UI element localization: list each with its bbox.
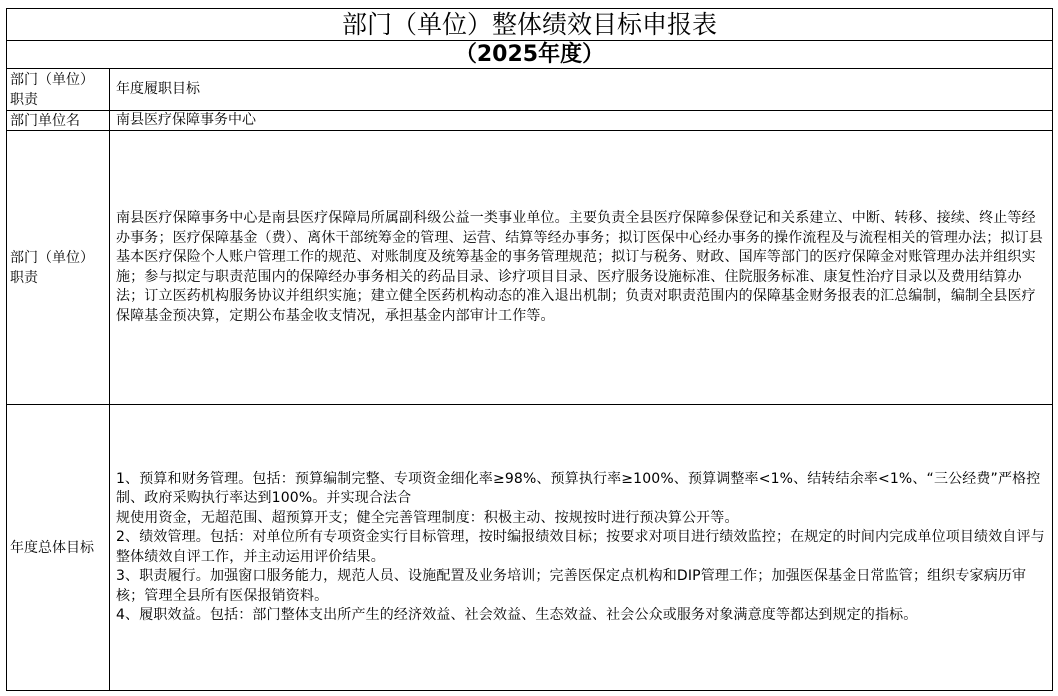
duty-row [7,131,1052,405]
goal-item: 2、绩效管理。包括：对单位所有专项资金实行目标管理，按时编报绩效目标；按要求对项目进行绩效监控；在规定的时间内完成单位项目绩效自评与整体绩效自评工作，并主动运用评价结果。 [116,529,1045,565]
annual-goal-label: 年度总体目标 [7,405,110,690]
duty-cell [110,131,1052,404]
goal-item: 3、职责履行。加强窗口服务能力，规范人员、设施配置及业务培训；完善医保定点机构和DIP管理工作；加强医保基金日常监管；组织专家病历审核；管理全县所有医保报销资料。 [116,568,1027,604]
table-title-text: 部门（单位）整体绩效目标申报表 [341,10,717,39]
annual-goal-row [7,405,1052,690]
performance-goal-table [6,8,1053,691]
duty-header-value: 年度履职目标 [116,81,200,97]
duty-header-label: 部门（单位）职责 [7,69,110,110]
table-subtitle-text: （2025年度） [454,42,605,67]
goal-item: 4、履职效益。包括：部门整体支出所产生的经济效益、社会效益、生态效益、社会公众或服务对象满意度等都达到规定的指标。 [116,607,918,623]
table-title [7,9,1052,41]
annual-goal-list [116,470,1049,626]
goal-item: 1、预算和财务管理。包括：预算编制完整、专项资金细化率≥98%、预算执行率≥100%、预算调整率<1%、结转结余率<1%、“三公经费”严格控制、政府采购执行率达到100%。并实现合法合 [116,470,1041,506]
unit-name-value: 南县医疗保障事务中心 [116,112,256,128]
annual-goal-cell [110,405,1052,690]
unit-name-label: 部门单位名 [7,111,110,130]
duty-text: 南县医疗保障事务中心是南县医疗保障局所属副科级公益一类事业单位。主要负责全县医疗保障参保登记和关系建立、中断、转移、接续、终止等经办事务；医疗保障基金（费）、离休干部统筹金的管理、运营、结算等经办事务；拟订医保中心经办事务的操作流程及与流程相关的管理办法；拟订县基本医疗保险个人账户管理工作的规范、对账制度及统筹基金的事务管理规范；拟订与税务、财政、国库等部门的医疗保障金对账管理办法并组织实施；参与拟定与职责范围内的保障经办事务相关的药品目录、诊疗项目目录、医疗服务设施标准、住院服务标准、康复性治疗目录以及费用结算办法；订立医药机构服务协议并组织实施；建立健全医药机构动态的准入退出机制；负责对职责范围内的保障基金财务报表的汇总编制，编制全县医疗保障基金预决算，定期公布基金收支情况，承担基金内部审计工作等。 [116,210,1043,324]
duty-label: 部门（单位）职责 [7,131,110,404]
goal-item: 规使用资金，无超范围、超预算开支；健全完善管理制度：积极主动、按规按时进行预决算公开等。 [116,509,739,526]
table-subtitle [7,41,1052,69]
duty-header-row [7,69,1052,111]
unit-name-row [7,111,1052,131]
